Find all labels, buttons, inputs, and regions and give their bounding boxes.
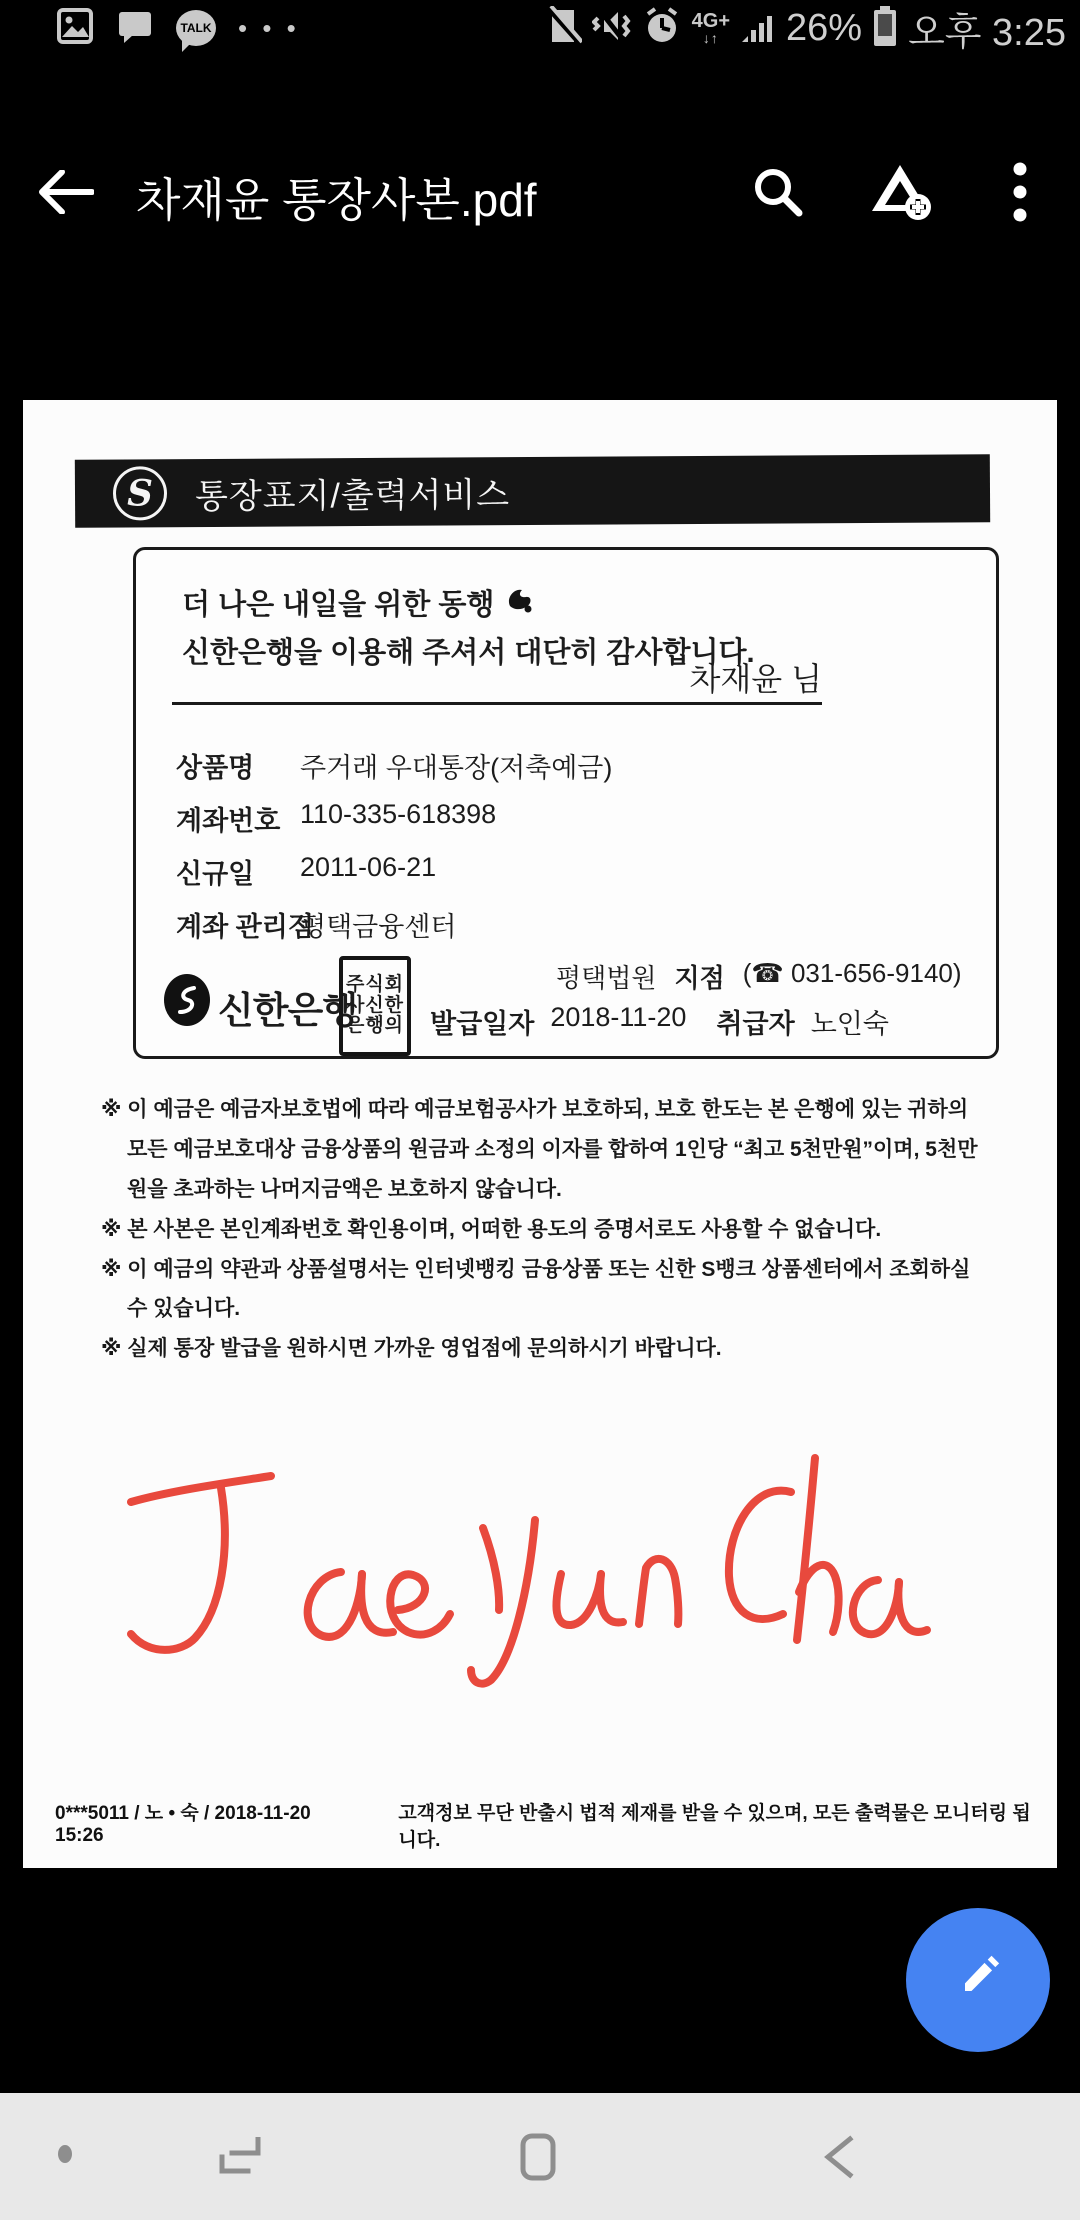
battery-percent-label: 26% (786, 6, 863, 49)
note-line: ※ 이 예금의 약관과 상품설명서는 인터넷뱅킹 금융상품 또는 신한 S뱅크 상품센터에서 조회하실 수 있습니다. (101, 1257, 971, 1321)
field-label: 계좌 관리점 (176, 912, 314, 942)
field-value: 평택금융센터 (300, 912, 457, 942)
battery-icon (872, 4, 898, 53)
branch-office: 평택법원 (556, 963, 657, 993)
page-footer (23, 1798, 1033, 1852)
clock-label: 오후 3:25 (908, 11, 1066, 54)
system-status-icons (546, 4, 1066, 52)
shinhan-s-logo: S (113, 466, 167, 520)
handler-name: 노인숙 (810, 1009, 889, 1039)
document-banner (75, 454, 990, 528)
handwritten-signature (103, 1440, 953, 1705)
field-label: 계좌번호 (176, 806, 281, 836)
kakaotalk-icon: TALK (176, 10, 216, 46)
overflow-menu-icon[interactable] (984, 156, 1056, 228)
branch-type: 지점 (674, 963, 725, 993)
bank-name: 신한은행 (218, 990, 357, 1031)
print-meta: 0***5011 / 노 • 숙 / 2018-11-20 15:26 (55, 1803, 311, 1846)
vibrate-icon (592, 6, 632, 51)
home-button[interactable] (494, 2113, 582, 2201)
back-button[interactable] (30, 156, 102, 228)
field-value: 110-335-618398 (300, 799, 497, 829)
greeting-line-2: 신한은행을 이용해 주셔서 대단히 감사합니다. (182, 637, 755, 669)
gallery-icon (56, 7, 94, 50)
document-title: 차재윤 통장사본.pdf (136, 174, 537, 226)
monitoring-notice: 고객정보 무단 반출시 법적 제재를 받을 수 있으며, 모든 출력물은 모니터링 됩니다. (398, 1803, 1031, 1851)
signature-drawing (103, 1440, 953, 1700)
pdf-page[interactable] (23, 400, 1057, 1868)
shinhan-bird-icon (504, 584, 534, 622)
field-label: 신규일 (176, 859, 255, 889)
greeting-line-1: 더 나은 내일을 위한 동행 (182, 582, 534, 623)
pencil-icon (952, 1952, 1004, 2009)
field-value: 2011-06-21 (300, 852, 437, 882)
add-to-drive-icon[interactable] (866, 156, 938, 228)
status-bar (0, 0, 1080, 56)
more-notifications-icon: • • • (238, 12, 300, 43)
banner-title: 통장표지/출력서비스 (194, 475, 511, 516)
legal-notes (101, 1090, 993, 1369)
message-icon (116, 7, 154, 50)
branch-phone: (☎ 031-656-9140) (742, 958, 962, 988)
network-type-indicator: 4G+ ↓↑ (691, 10, 730, 46)
signal-strength-icon (740, 8, 776, 49)
issue-date: 2018-11-20 (550, 1002, 687, 1032)
field-label: 상품명 (176, 753, 255, 783)
field-value: 주거래 우대통장(저축예금) (300, 753, 613, 783)
recents-button[interactable] (196, 2113, 284, 2201)
account-info-box (133, 547, 999, 1059)
alarm-icon (642, 6, 682, 51)
edit-fab[interactable] (906, 1908, 1050, 2052)
issue-date-label: 발급일자 (430, 1009, 535, 1039)
divider (172, 702, 822, 705)
app-bar (0, 56, 1080, 226)
note-line: ※ 실제 통장 발급을 원하시면 가까운 영업점에 문의하시기 바랍니다. (101, 1337, 722, 1361)
note-line: ※ 본 사본은 본인계좌번호 확인용이며, 어떠한 용도의 증명서로도 사용할 수 없습니다. (101, 1217, 882, 1241)
shinhan-bank-logo-icon (164, 974, 210, 1026)
customer-name: 차재윤 님 (689, 661, 822, 697)
branch-info (556, 958, 962, 995)
search-icon[interactable] (742, 156, 814, 228)
notification-icons (56, 8, 300, 48)
nav-back-button[interactable] (792, 2113, 880, 2201)
issue-info (430, 1002, 889, 1041)
handler-label: 취급자 (716, 1009, 795, 1039)
nav-pin-dot[interactable] (58, 2145, 72, 2163)
note-line: ※ 이 예금은 예금자보호법에 따라 예금보험공사가 보호하되, 보호 한도는 본 은행에 있는 귀하의 모든 예금보호대상 금융상품의 원금과 소정의 이자를 합하여 1인당 “최고 5천만원”이며, 5천만원을 초과하는 나머지금액은 보호하지 않습니다. (101, 1098, 978, 1201)
sdcard-off-icon (546, 6, 582, 51)
corporate-seal-stamp: 주식회 사신한 은행의 (339, 956, 411, 1056)
